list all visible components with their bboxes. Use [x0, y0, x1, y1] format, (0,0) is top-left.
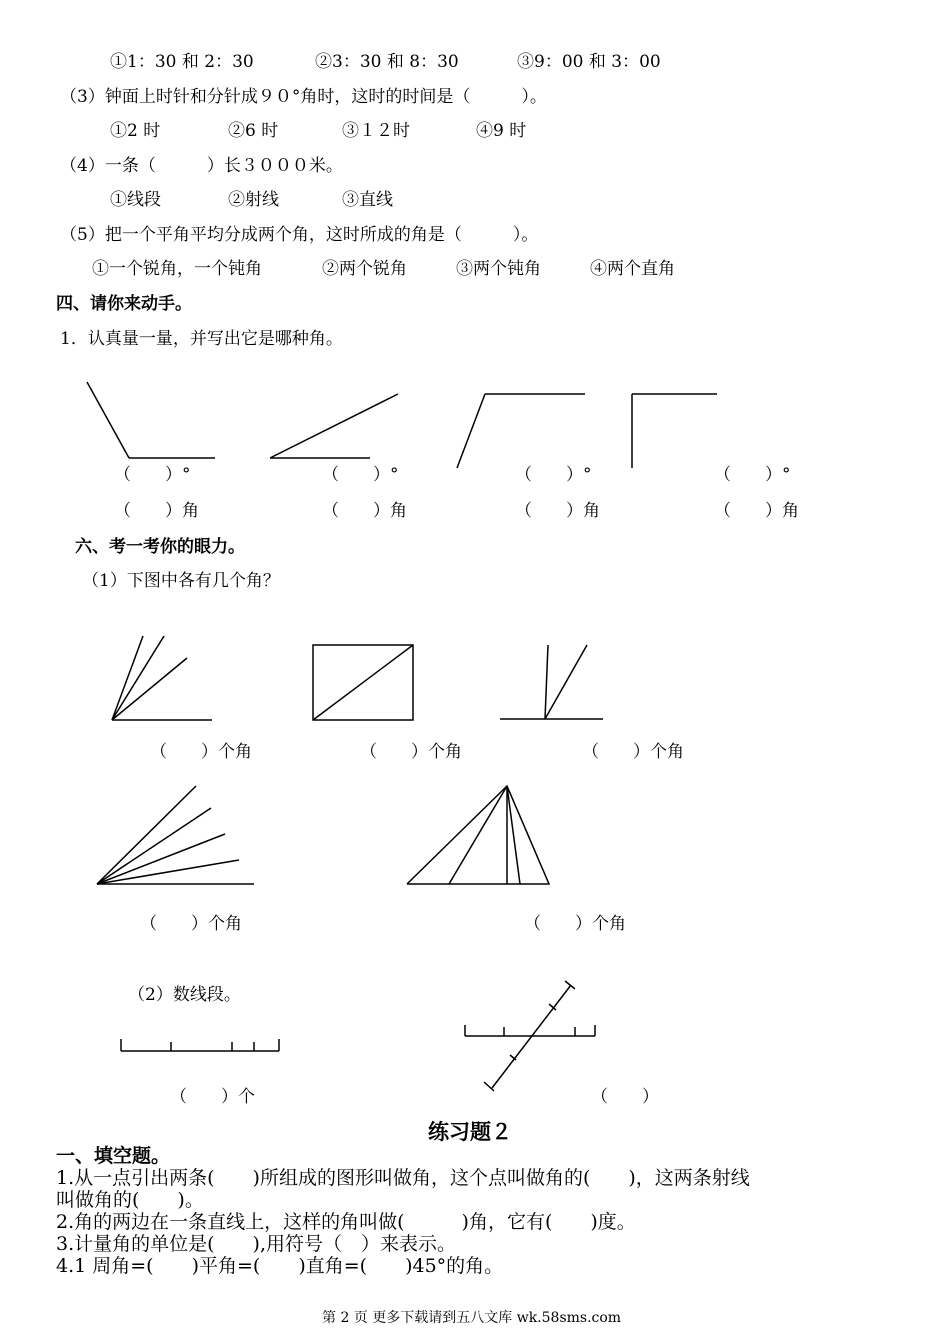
q3-option-3: ③１２时 — [342, 121, 410, 141]
exercise-2-line-1b: 叫做角的( )。 — [56, 1189, 204, 1211]
angle-4-kind: （ ）角 — [714, 501, 799, 521]
angle-3-degree: （ ）° — [515, 465, 592, 485]
exercise-2-line-4: 4.1 周角=( )平角=( )直角=( )45°的角。 — [56, 1255, 504, 1277]
fan-figure-2 — [97, 786, 254, 884]
q2-option-3: ③9：00 和 3：00 — [517, 52, 661, 72]
exercise-2-line-1: 1.从一点引出两条( )所组成的图形叫做角，这个点叫做角的( )，这两条射线 — [56, 1167, 750, 1189]
figure-5-count: （ ）个角 — [524, 914, 626, 934]
rectangle-diagonal-figure — [313, 645, 413, 720]
q3-option-2: ②6 时 — [228, 121, 279, 141]
segment-figure-2 — [465, 981, 595, 1091]
angle-figure-acute — [270, 394, 398, 458]
angle-figure-right — [632, 394, 717, 468]
figure-2-count: （ ）个角 — [360, 742, 462, 762]
q5-option-1: ①一个锐角，一个钝角 — [92, 259, 262, 279]
angle-figure-obtuse — [87, 382, 215, 458]
figure-4-count: （ ）个角 — [140, 914, 242, 934]
angle-4-degree: （ ）° — [714, 465, 791, 485]
exercise-2-section-1: 一、填空题。 — [56, 1145, 171, 1167]
section-6-question-1: （1）下图中各有几个角？ — [82, 571, 280, 591]
section-4-question: 1．认真量一量，并写出它是哪种角。 — [60, 329, 343, 349]
q4-option-3: ③直线 — [342, 190, 393, 210]
q5-option-4: ④两个直角 — [590, 259, 675, 279]
fan-figure-1 — [112, 636, 212, 720]
section-6-question-2: （2）数线段。 — [128, 985, 241, 1005]
angle-1-kind: （ ）角 — [114, 501, 199, 521]
figure-3-count: （ ）个角 — [582, 742, 684, 762]
angle-3-kind: （ ）角 — [515, 501, 600, 521]
angle-2-degree: （ ）° — [322, 465, 399, 485]
exercise-2-line-2: 2.角的两边在一条直线上，这样的角叫做( )角，它有( )度。 — [56, 1211, 636, 1233]
section-6-title: 六、考一考你的眼力。 — [75, 537, 245, 557]
angle-1-degree: （ ）° — [114, 465, 191, 485]
q3-text: （3）钟面上时针和分针成９０°角时，这时的时间是（ ）。 — [60, 87, 547, 107]
page-footer: 第 2 页 更多下载请到五八文库 wk.58sms.com — [322, 1310, 622, 1326]
segment-figure-1 — [121, 1039, 279, 1051]
q2-option-2: ②3：30 和 8：30 — [315, 52, 459, 72]
angle-2-kind: （ ）角 — [322, 501, 407, 521]
segment-2-answer: （ ） — [591, 1087, 659, 1107]
q4-option-1: ①线段 — [110, 190, 161, 210]
q2-option-1: ①1：30 和 2：30 — [110, 52, 254, 72]
figure-1-count: （ ）个角 — [150, 742, 252, 762]
q3-option-4: ④9 时 — [476, 121, 527, 141]
exercise-2-title: 练习题２ — [428, 1119, 512, 1144]
q5-option-2: ②两个锐角 — [322, 259, 407, 279]
q4-option-2: ②射线 — [228, 190, 279, 210]
triangle-figure — [407, 786, 549, 884]
section-4-title: 四、请你来动手。 — [56, 294, 192, 314]
exercise-2-line-3: 3.计量角的单位是( ),用符号（ ）来表示。 — [56, 1233, 456, 1255]
segment-1-answer: （ ）个 — [170, 1087, 255, 1107]
q5-option-3: ③两个钝角 — [456, 259, 541, 279]
q5-text: （5）把一个平角平均分成两个角，这时所成的角是（ ）。 — [60, 225, 539, 245]
q4-text: （4）一条（ ）长３０００米。 — [60, 156, 343, 176]
line-rays-figure — [500, 645, 603, 719]
q3-option-1: ①2 时 — [110, 121, 161, 141]
angle-figure-top-left — [457, 394, 585, 468]
